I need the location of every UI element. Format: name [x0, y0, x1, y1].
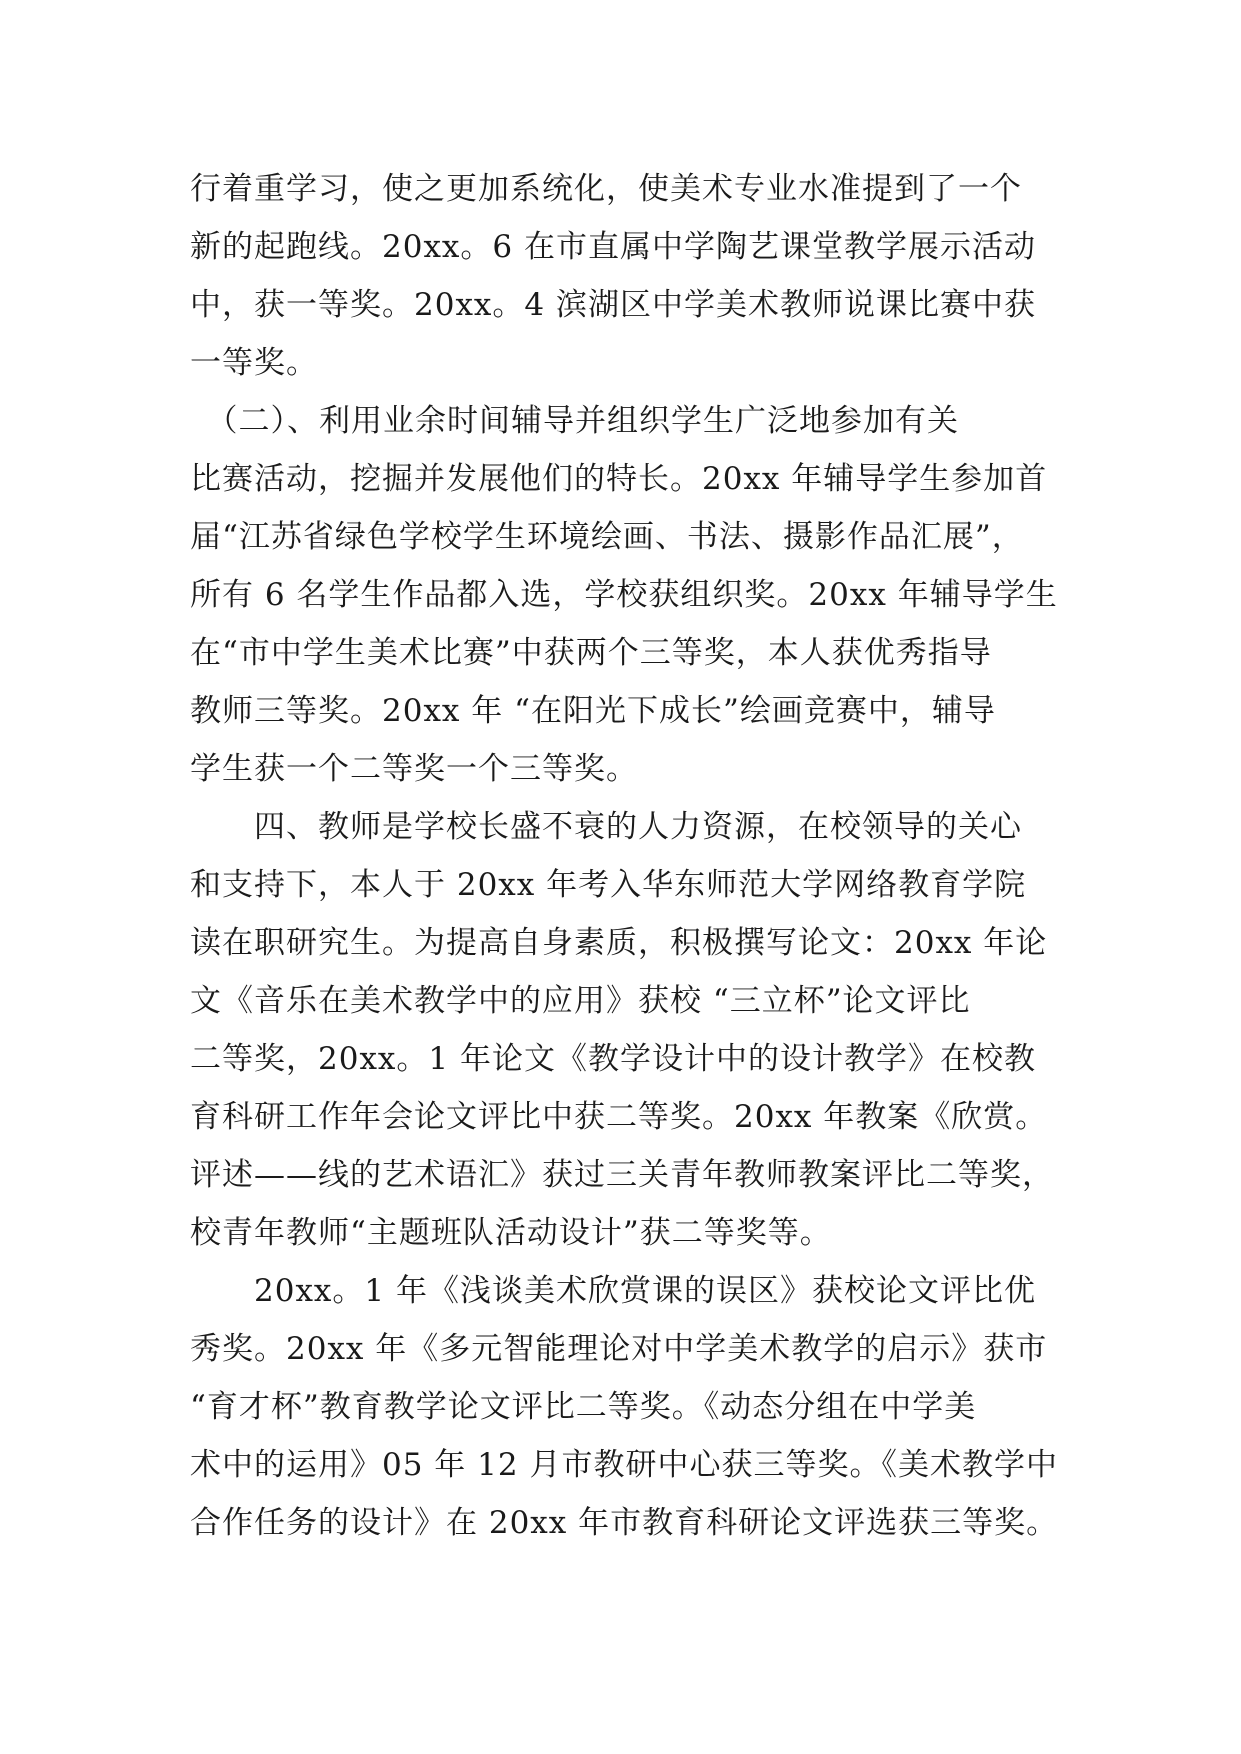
- text-line: 所有 6 名学生作品都入选，学校获组织奖。20xx 年辅导学生: [190, 577, 1058, 613]
- text-line: 四、教师是学校长盛不衰的人力资源，在校领导的关心: [190, 809, 1022, 845]
- text-line: 术中的运用》05 年 12 月市教研中心获三等奖。《美术教学中: [190, 1447, 1058, 1483]
- text-line: 校青年教师“主题班队活动设计”获二等奖等。: [190, 1215, 832, 1251]
- text-line: 读在职研究生。为提高自身素质，积极撰写论文：20xx 年论: [190, 925, 1048, 961]
- text-line: 比赛活动，挖掘并发展他们的特长。20xx 年辅导学生参加首: [190, 461, 1048, 497]
- text-line: 一等奖。: [190, 345, 318, 381]
- text-line: 二等奖，20xx。1 年论文《教学设计中的设计教学》在校教: [190, 1041, 1036, 1077]
- text-line: 学生获一个二等奖一个三等奖。: [190, 751, 638, 787]
- text-line: 在“市中学生美术比赛”中获两个三等奖，本人获优秀指导: [190, 635, 992, 671]
- text-line: 教师三等奖。20xx 年 “在阳光下成长”绘画竞赛中，辅导: [190, 693, 996, 729]
- text-line: （二）、利用业余时间辅导并组织学生广泛地参加有关: [190, 403, 959, 439]
- text-line: 育科研工作年会论文评比中获二等奖。20xx 年教案《欣赏。: [190, 1099, 1048, 1135]
- text-line: 届“江苏省绿色学校学生环境绘画、书法、摄影作品汇展”，: [190, 519, 1024, 555]
- text-line: 和支持下，本人于 20xx 年考入华东师范大学网络教育学院: [190, 867, 1027, 903]
- text-line: 行着重学习，使之更加系统化，使美术专业水准提到了一个: [190, 171, 1022, 207]
- text-line: 合作任务的设计》在 20xx 年市教育科研论文评选获三等奖。: [190, 1505, 1059, 1541]
- text-line: 评述——线的艺术语汇》获过三关青年教师教案评比二等奖，: [190, 1157, 1054, 1193]
- text-line: 中，获一等奖。20xx。4 滨湖区中学美术教师说课比赛中获: [190, 287, 1036, 323]
- text-line: 秀奖。20xx 年《多元智能理论对中学美术教学的启示》获市: [190, 1331, 1048, 1367]
- text-line: “育才杯”教育教学论文评比二等奖。《动态分组在中学美: [190, 1389, 977, 1425]
- text-line: 新的起跑线。20xx。6 在市直属中学陶艺课堂教学展示活动: [190, 229, 1036, 265]
- body-text: [190, 160, 1090, 1552]
- text-line: 文《音乐在美术教学中的应用》获校 “三立杯”论文评比: [190, 983, 971, 1019]
- text-line: 20xx。1 年《浅谈美术欣赏课的误区》获校论文评比优: [190, 1273, 1036, 1309]
